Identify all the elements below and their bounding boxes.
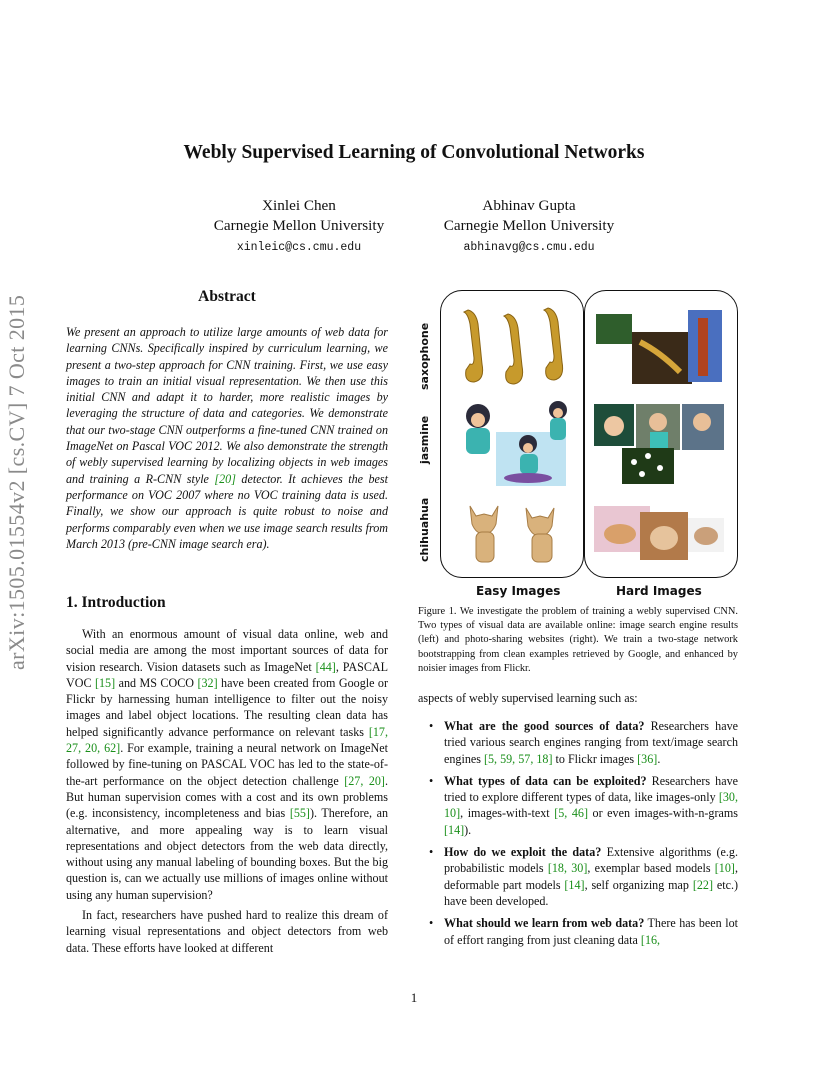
author-email[interactable]: xinleic@cs.cmu.edu [236,241,362,254]
text-run: , self organizing map [584,877,693,892]
author-email[interactable]: abhinavg@cs.cmu.edu [463,241,595,254]
citation-link[interactable]: [15] [94,675,116,690]
text-run: , PASCAL VOC [66,659,389,690]
citation-link[interactable]: [55] [289,806,310,821]
bullet-item [418,773,738,838]
intro-paragraph: In fact, researchers have pushed hard to realize this dream of learning visual representations and object detectors from web data. These efforts have looked at different [66,908,388,955]
text-run: Researchers have tried various search engines ranging from text/image search engines [444,719,739,766]
figure-caption: Figure 1. We investigate the problem of training a webly supervised CNN. Two types of visual data are available online: image search engine results (left) and photo-sharing websites (right). We train a two-stage network bootstrapping from clean examples retrieved by Google, and enhanced by noisier images from Flickr. [418,606,738,674]
citation-link[interactable]: [30, 10] [444,790,738,821]
text-run: and MS COCO [115,675,198,690]
intro-paragraph [66,626,388,903]
text-run: , deformable part models [444,861,738,892]
bullet-item [418,915,738,948]
text-run: . But human supervision comes with a cost and its own problems (e.g. inconsistency, incompleteness and bias [66,773,388,821]
bullet-item [418,718,738,767]
text-run: ). [464,822,472,837]
abstract-heading: Abstract [198,288,256,305]
text-run: ). Therefore, an alternative, and more appealing way is to learn visual representations and object detectors from the web data directly, without using any manual labeling of bounding boxes. But the big question is, can we actually use millions of images online without using any human supervision? [66,806,389,902]
author-affiliation: Carnegie Mellon University [213,217,385,234]
text-run: Researchers have tried to explore different types of data, like images-only [444,773,738,805]
citation-link[interactable]: [36] [637,751,658,766]
text-run: to Flickr images [552,751,638,766]
text-run: There has been lot of effort ranging from just cleaning data [444,916,738,947]
citation-link[interactable]: [44] [315,659,336,674]
bullet-heading: What should we learn from web data? [444,916,645,931]
jasmine-easy-image [456,398,576,488]
author-name: Abhinav Gupta [482,197,576,214]
citation-link[interactable]: [32] [197,675,218,690]
text-run: Extensive algorithms (e.g. probabilistic models [444,845,738,876]
citation-link[interactable]: [5, 46] [554,806,588,821]
intro-heading: 1. Introduction [66,594,166,611]
paper-title: Webly Supervised Learning of Convolutional Networks [183,142,645,163]
right-column-lead: aspects of webly supervised learning such as: [418,691,638,705]
citation-link[interactable]: [18, 30] [547,861,588,876]
text-run: , images-with-text [460,806,555,821]
saxophone-hard-image [592,308,726,388]
citation-link[interactable]: [5, 59, 57, 18] [483,751,553,766]
text-run: . For example, training a neural network on ImageNet followed by fine-tuning on PASCAL VOC has led to the state-of-the-art performance on the object detection challenge [66,741,388,788]
citation-link[interactable]: [10] [714,861,735,876]
intro-text [66,626,388,956]
author-name: Xinlei Chen [262,197,336,214]
abstract-text-part: We present an approach to utilize large amounts of web data for learning CNNs. Specifically inspired by curriculum learning, we present a two-step approach for CNN training. First, we use easy images to train an initial visual representation. We then use this initial CNN and adapt it to harder, more realistic images by leveraging the structure of data and categories. We demonstrate that our two-stage CNN outperforms a fine-tuned CNN trained on ImageNet on Pascal VOC 2012. We also demonstrate the strength of webly supervised learning by localizing objects in web images and training a R-CNN style [66,325,388,486]
row-label-chihuahua: chihuahua [418,497,431,563]
citation-link[interactable]: [14] [564,877,585,892]
chihuahua-hard-image [592,504,726,562]
citation-link[interactable]: [20] [214,471,236,486]
row-label-jasmine: jasmine [418,415,431,465]
bullet-item [418,844,738,909]
easy-images-label: Easy Images [476,584,561,598]
citation-link[interactable]: [17, 27, 20, 62] [66,724,388,756]
text-run: have been created from Google or Flickr by harnessing human intelligence to filter out the noisy images and label object locations. The resulting clean data has helped significantly advance performance on relevant tasks [66,675,389,739]
jasmine-hard-image [592,402,726,486]
citation-link[interactable]: [22] [692,877,713,892]
bullet-list [418,718,738,954]
text-run: or even images-with-n-grams [587,806,738,821]
author-block [409,196,649,258]
saxophone-easy-image [456,304,576,390]
text-run: , exemplar based models [587,861,715,876]
abstract-text-part: detector. It achieves the best performance on VOC 2007 where no VOC training data is used. Finally, we show our approach is quite robust to noise and performs comparably even when we use image search results from March 2013 (pre-CNN image search era). [66,471,388,551]
figure-1 [418,290,736,598]
hard-images-label: Hard Images [616,584,702,598]
citation-link[interactable]: [27, 20] [344,773,385,788]
citation-link[interactable]: [16, [640,932,661,947]
arxiv-stamp: arXiv:1505.01554v2 [cs.CV] 7 Oct 2015 [4,294,29,670]
text-run: . [657,751,661,766]
text-run: With an enormous amount of visual data online, web and social media are among the most important sources of data for vision research. Vision datasets such as ImageNet [66,627,388,674]
citation-link[interactable]: [14] [444,822,465,837]
bullet-heading: How do we exploit the data? [444,845,602,860]
abstract-text [66,324,388,552]
chihuahua-easy-image [456,496,576,568]
page-number: 1 [410,990,418,1005]
text-run: etc.) have been developed. [444,877,739,908]
author-block [179,196,419,258]
bullet-heading: What are the good sources of data? [444,719,645,733]
row-label-saxophone: saxophone [418,322,431,390]
bullet-heading: What types of data can be exploited? [444,773,647,788]
author-affiliation: Carnegie Mellon University [443,217,615,234]
